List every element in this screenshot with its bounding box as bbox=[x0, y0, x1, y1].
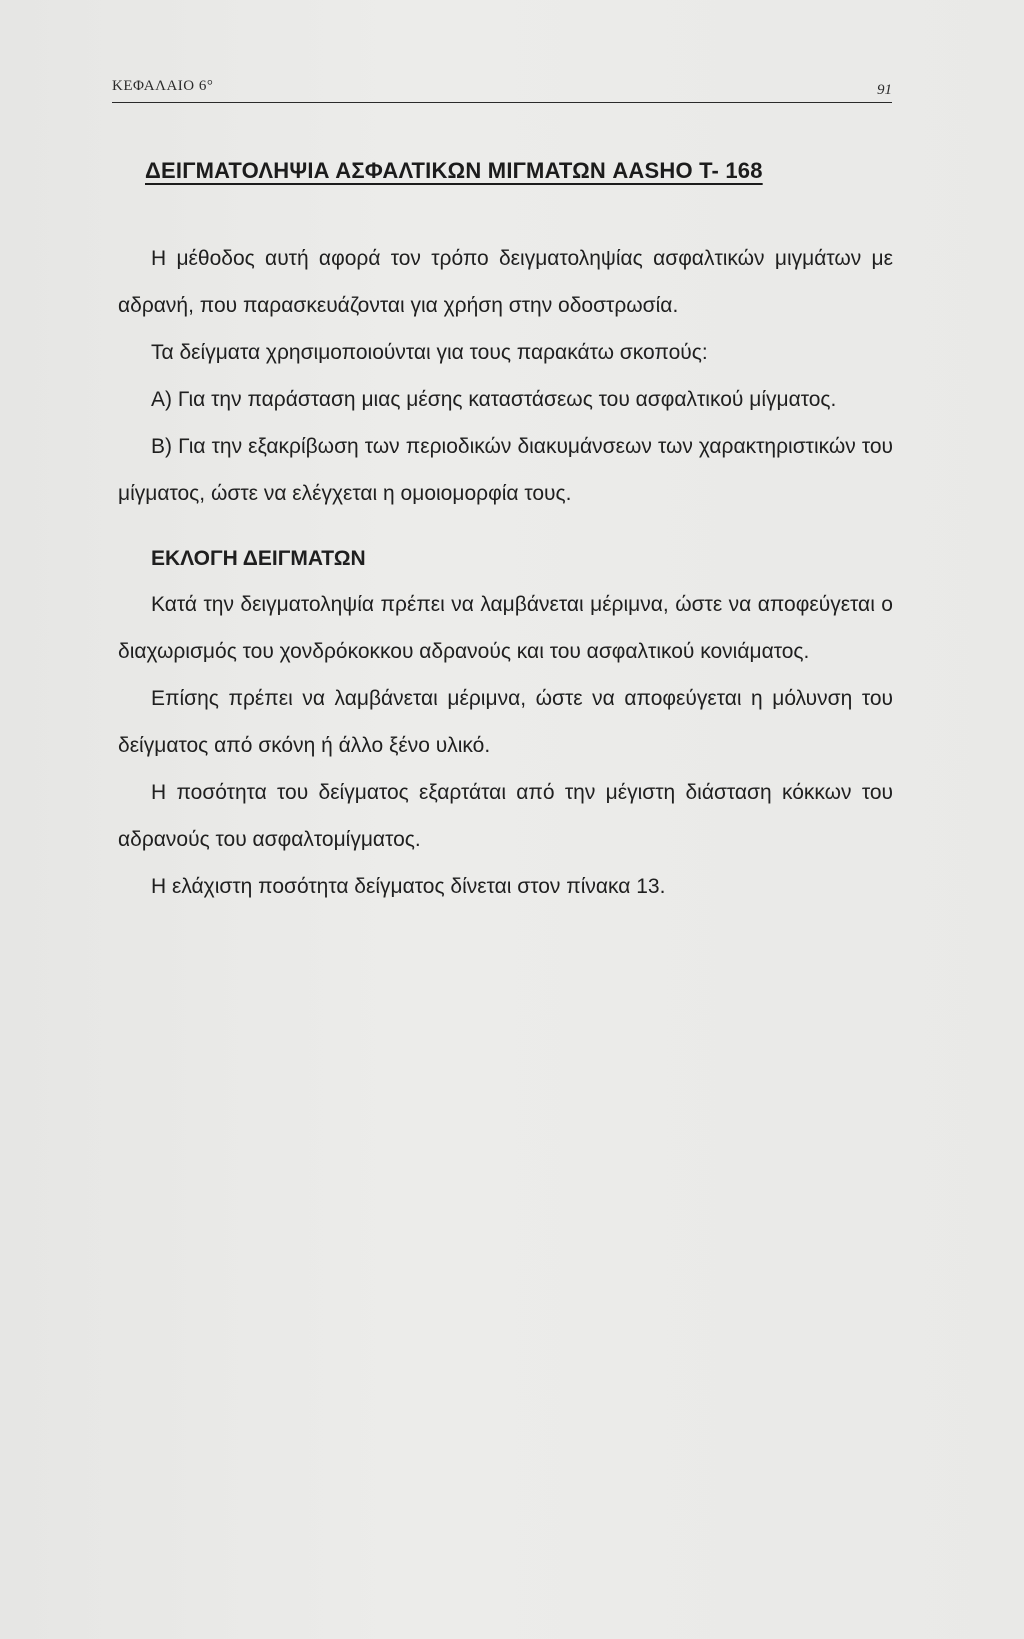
purpose-a-paragraph: Α) Για την παράσταση μιας μέσης καταστάσεως του ασφαλτικού μίγματος. bbox=[151, 388, 837, 411]
quantity-paragraph: Η ποσότητα του δείγματος εξαρτάται από την μέγιστη διάσταση κόκκων του αδρανούς του ασφαλτομίγματος. bbox=[118, 781, 893, 851]
section-heading: ΕΚΛΟΓΗ ΔΕΙΓΜΑΤΩΝ bbox=[151, 547, 366, 570]
minimum-quantity-paragraph: Η ελάχιστη ποσότητα δείγματος δίνεται στον πίνακα 13. bbox=[151, 875, 666, 898]
chapter-label: ΚΕΦΑΛΑΙΟ 6° bbox=[112, 78, 214, 94]
segregation-paragraph: Κατά την δειγματοληψία πρέπει να λαμβάνεται μέριμνα, ώστε να αποφεύγεται ο διαχωρισμός του χονδρόκοκκου αδρανούς και του ασφαλτικού κονιάματος. bbox=[118, 593, 893, 663]
document-title: ΔΕΙΓΜΑΤΟΛΗΨΙΑ ΑΣΦΑΛΤΙΚΩΝ ΜΙΓΜΑΤΩΝ AASHO T- 168 bbox=[145, 158, 763, 183]
body-text bbox=[118, 235, 893, 910]
purposes-paragraph: Τα δείγματα χρησιμοποιούνται για τους παρακάτω σκοπούς: bbox=[151, 341, 708, 364]
page-number: 91 bbox=[877, 82, 892, 98]
intro-paragraph: Η μέθοδος αυτή αφορά τον τρόπο δειγματοληψίας ασφαλτικών μιγμάτων με αδρανή, που παρασκευάζονται για χρήση στην οδοστρωσία. bbox=[118, 247, 893, 317]
purpose-b-paragraph: Β) Για την εξακρίβωση των περιοδικών διακυμάνσεων των χαρακτηριστικών του μίγματος, ώστε να ελέγχεται η ομοιομορφία τους. bbox=[118, 435, 893, 505]
page-header bbox=[112, 74, 892, 103]
contamination-paragraph: Επίσης πρέπει να λαμβάνεται μέριμνα, ώστε να αποφεύγεται η μόλυνση του δείγματος από σκόνη ή άλλο ξένο υλικό. bbox=[118, 687, 893, 757]
